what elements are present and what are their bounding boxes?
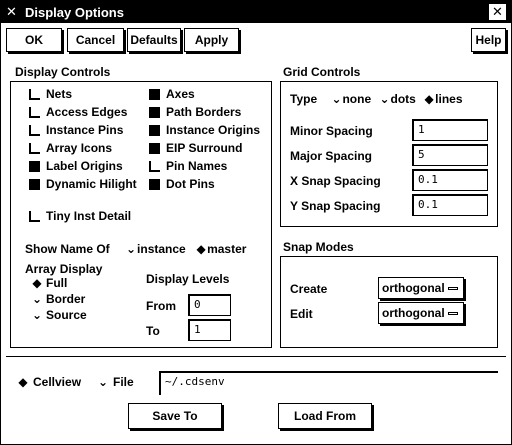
checkbox-label: Dot Pins <box>166 177 215 191</box>
cancel-button[interactable]: Cancel <box>67 28 124 52</box>
radio-label: Border <box>46 292 86 306</box>
radio-dots[interactable] <box>378 92 415 106</box>
radio-master[interactable] <box>195 242 246 256</box>
edit-value: orthogonal <box>382 306 445 320</box>
dropdown-indicator-icon <box>448 312 458 315</box>
array-display-label: Array Display <box>25 262 103 276</box>
separator <box>6 356 506 357</box>
y-snap-spacing-input[interactable]: 0.1 <box>412 194 488 216</box>
create-label: Create <box>290 282 328 296</box>
display-levels-label: Display Levels <box>146 272 230 286</box>
checkbox-indicator <box>29 161 40 172</box>
file-path-input[interactable]: ~/.cdsenv <box>159 371 498 395</box>
radio-instance[interactable] <box>125 242 186 256</box>
checkbox-label: Axes <box>166 87 195 101</box>
checkbox-indicator <box>149 89 160 100</box>
window-menu-icon[interactable]: ✕ <box>6 4 17 19</box>
grid-type-row <box>290 92 463 108</box>
checkbox-indicator <box>29 89 40 100</box>
checkbox-indicator <box>29 107 40 118</box>
checkbox-label: Label Origins <box>46 159 123 173</box>
display-controls-title: Display Controls <box>15 65 111 79</box>
checkbox-indicator <box>149 125 160 136</box>
radio-label: dots <box>390 92 416 106</box>
radio-label: instance <box>137 242 186 256</box>
to-input[interactable]: 1 <box>188 319 231 341</box>
window-title: Display Options <box>25 5 124 20</box>
load-from-button[interactable]: Load From <box>278 403 372 429</box>
radio-off-icon: ⌄ <box>31 292 43 306</box>
checkbox-indicator <box>149 161 160 172</box>
radio-label: Cellview <box>33 375 82 389</box>
radio-off-icon: ⌄ <box>97 375 109 389</box>
title-bar <box>1 1 511 23</box>
radio-off-icon: ⌄ <box>126 242 137 256</box>
x-snap-spacing-label: X Snap Spacing <box>290 174 381 188</box>
checkbox-label: EIP Surround <box>166 141 243 155</box>
radio-off-icon: ⌄ <box>31 308 43 322</box>
checkbox-label: Instance Origins <box>166 123 261 137</box>
x-snap-spacing-input[interactable]: 0.1 <box>412 169 488 191</box>
major-spacing-input[interactable]: 5 <box>412 144 488 166</box>
radio-file[interactable] <box>97 375 134 391</box>
checkbox-label: Pin Names <box>166 159 228 173</box>
radio-off-icon: ⌄ <box>331 92 342 106</box>
create-value: orthogonal <box>382 281 445 295</box>
radio-label: Full <box>46 276 68 290</box>
radio-on-icon: ◆ <box>18 375 28 389</box>
radio-label: none <box>342 92 372 106</box>
radio-none[interactable] <box>330 92 371 106</box>
minor-spacing-label: Minor Spacing <box>290 124 373 138</box>
edit-dropdown[interactable] <box>378 302 464 324</box>
radio-source[interactable] <box>31 308 87 324</box>
close-icon[interactable]: ✕ <box>489 4 506 20</box>
checkbox-indicator <box>149 143 160 154</box>
grid-controls-title: Grid Controls <box>283 65 361 79</box>
radio-off-icon: ⌄ <box>379 92 390 106</box>
edit-label: Edit <box>290 307 313 321</box>
radio-label: master <box>207 242 247 256</box>
checkbox-indicator <box>29 143 40 154</box>
checkbox-label: Tiny Inst Detail <box>46 209 132 223</box>
checkbox-indicator <box>149 107 160 118</box>
checkbox-indicator <box>29 125 40 136</box>
checkbox-label: Dynamic Hilight <box>46 177 137 191</box>
radio-cellview[interactable] <box>17 375 81 391</box>
show-name-label: Show Name Of <box>25 242 110 256</box>
dropdown-indicator-icon <box>448 287 458 290</box>
checkbox-label: Path Borders <box>166 105 242 119</box>
help-button[interactable]: Help <box>471 28 506 52</box>
ok-button[interactable]: OK <box>6 28 62 52</box>
checkbox-indicator <box>29 211 40 222</box>
from-label: From <box>146 299 176 313</box>
apply-button[interactable]: Apply <box>184 28 239 52</box>
radio-label: File <box>113 375 134 389</box>
checkbox-indicator <box>29 179 40 190</box>
minor-spacing-input[interactable]: 1 <box>412 119 488 141</box>
checkbox-label: Array Icons <box>46 141 113 155</box>
create-dropdown[interactable] <box>378 277 464 299</box>
snap-modes-title: Snap Modes <box>283 240 354 254</box>
radio-label: Source <box>46 308 87 322</box>
grid-type-label: Type <box>290 92 318 106</box>
radio-label: lines <box>435 92 463 106</box>
checkbox-label: Instance Pins <box>46 123 124 137</box>
checkbox-indicator <box>149 179 160 190</box>
radio-full[interactable] <box>31 276 67 292</box>
radio-lines[interactable] <box>423 92 462 106</box>
checkbox-label: Access Edges <box>46 105 128 119</box>
from-input[interactable]: 0 <box>188 294 231 316</box>
radio-border[interactable] <box>31 292 85 308</box>
to-label: To <box>146 324 160 338</box>
radio-on-icon: ◆ <box>424 92 434 106</box>
save-to-button[interactable]: Save To <box>128 403 222 429</box>
y-snap-spacing-label: Y Snap Spacing <box>290 199 381 213</box>
defaults-button[interactable]: Defaults <box>127 28 181 52</box>
show-name-row <box>25 242 246 258</box>
radio-on-icon: ◆ <box>196 242 206 256</box>
major-spacing-label: Major Spacing <box>290 149 373 163</box>
checkbox-label: Nets <box>46 87 73 101</box>
radio-on-icon: ◆ <box>32 276 42 290</box>
